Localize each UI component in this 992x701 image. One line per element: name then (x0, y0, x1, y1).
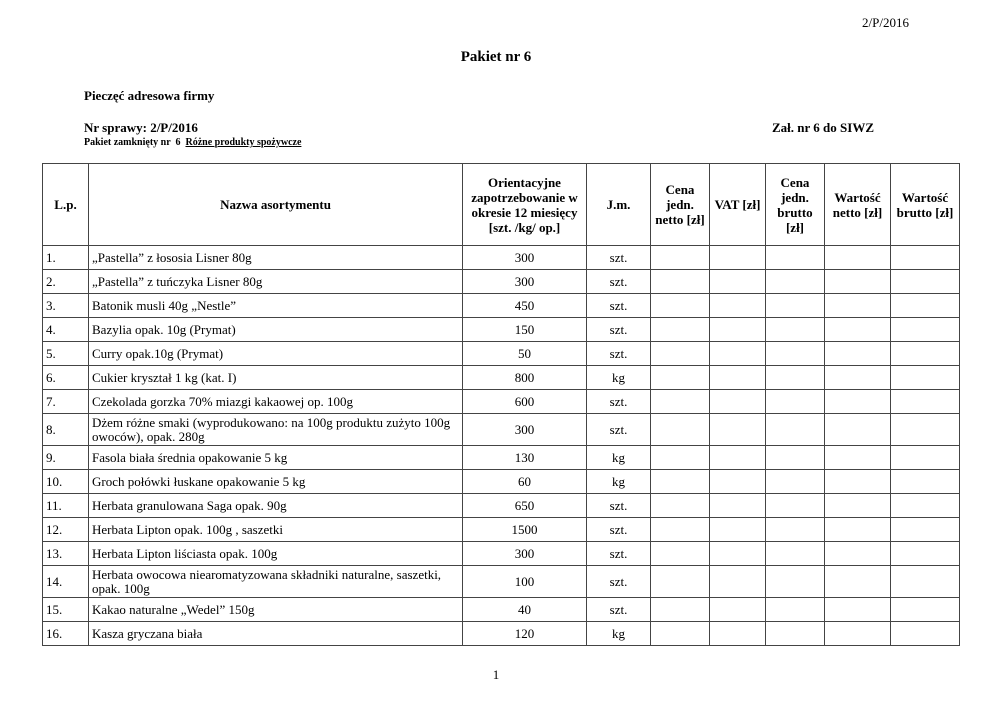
unit: szt. (587, 270, 651, 294)
product-name: Groch połówki łuskane opakowanie 5 kg (89, 470, 463, 494)
product-name: Herbata Lipton liściasta opak. 100g (89, 542, 463, 566)
unit: szt. (587, 542, 651, 566)
quantity: 100 (463, 566, 587, 598)
product-name: Cukier kryształ 1 kg (kat. I) (89, 366, 463, 390)
gross-value-cell[interactable] (891, 318, 960, 342)
row-number: 15. (43, 598, 89, 622)
unit: szt. (587, 518, 651, 542)
gross-price-cell[interactable] (766, 390, 825, 414)
gross-value-cell[interactable] (891, 246, 960, 270)
vat-cell[interactable] (710, 318, 766, 342)
net-price-cell[interactable] (651, 470, 710, 494)
unit: szt. (587, 598, 651, 622)
table-row (43, 294, 960, 318)
net-price-cell[interactable] (651, 518, 710, 542)
vat-cell[interactable] (710, 414, 766, 446)
vat-cell[interactable] (710, 542, 766, 566)
unit: szt. (587, 566, 651, 598)
product-name: Herbata granulowana Saga opak. 90g (89, 494, 463, 518)
unit: szt. (587, 318, 651, 342)
product-name: Curry opak.10g (Prymat) (89, 342, 463, 366)
row-number: 5. (43, 342, 89, 366)
row-number: 11. (43, 494, 89, 518)
row-number: 4. (43, 318, 89, 342)
gross-value-cell[interactable] (891, 470, 960, 494)
col-header-unit: J.m. (587, 164, 651, 246)
net-price-cell[interactable] (651, 294, 710, 318)
gross-price-cell[interactable] (766, 446, 825, 470)
net-price-cell[interactable] (651, 246, 710, 270)
gross-value-cell[interactable] (891, 542, 960, 566)
table-row (43, 566, 960, 598)
gross-price-cell[interactable] (766, 470, 825, 494)
products-table (42, 163, 960, 646)
gross-value-cell[interactable] (891, 390, 960, 414)
table-row (43, 542, 960, 566)
vat-cell[interactable] (710, 390, 766, 414)
quantity: 40 (463, 598, 587, 622)
gross-value-cell[interactable] (891, 622, 960, 646)
net-price-cell[interactable] (651, 318, 710, 342)
quantity: 300 (463, 542, 587, 566)
quantity: 130 (463, 446, 587, 470)
row-number: 12. (43, 518, 89, 542)
net-price-cell[interactable] (651, 342, 710, 366)
row-number: 10. (43, 470, 89, 494)
net-value-cell[interactable] (825, 270, 891, 294)
net-value-cell[interactable] (825, 494, 891, 518)
net-price-cell[interactable] (651, 366, 710, 390)
col-header-gross-value: Wartość brutto [zł] (891, 164, 960, 246)
vat-cell[interactable] (710, 598, 766, 622)
quantity: 600 (463, 390, 587, 414)
net-value-cell[interactable] (825, 446, 891, 470)
row-number: 8. (43, 414, 89, 446)
row-number: 16. (43, 622, 89, 646)
gross-value-cell[interactable] (891, 518, 960, 542)
table-row (43, 622, 960, 646)
vat-cell[interactable] (710, 366, 766, 390)
gross-price-cell[interactable] (766, 318, 825, 342)
product-name: Czekolada gorzka 70% miazgi kakaowej op. 100g (89, 390, 463, 414)
product-name: Fasola biała średnia opakowanie 5 kg (89, 446, 463, 470)
gross-price-cell[interactable] (766, 494, 825, 518)
gross-price-cell[interactable] (766, 622, 825, 646)
case-number: Nr sprawy: 2/P/2016 (84, 120, 198, 135)
quantity: 50 (463, 342, 587, 366)
row-number: 7. (43, 390, 89, 414)
table-row (43, 414, 960, 446)
vat-cell[interactable] (710, 342, 766, 366)
product-name: „Pastella” z łososia Lisner 80g (89, 246, 463, 270)
row-number: 3. (43, 294, 89, 318)
net-value-cell[interactable] (825, 598, 891, 622)
unit: szt. (587, 246, 651, 270)
quantity: 1500 (463, 518, 587, 542)
row-number: 1. (43, 246, 89, 270)
unit: szt. (587, 414, 651, 446)
net-price-cell[interactable] (651, 566, 710, 598)
package-line (84, 137, 301, 148)
quantity: 300 (463, 270, 587, 294)
product-name: Bazylia opak. 10g (Prymat) (89, 318, 463, 342)
row-number: 14. (43, 566, 89, 598)
row-number: 2. (43, 270, 89, 294)
table-row (43, 494, 960, 518)
quantity: 300 (463, 414, 587, 446)
net-value-cell[interactable] (825, 390, 891, 414)
table-row (43, 598, 960, 622)
net-value-cell[interactable] (825, 566, 891, 598)
table-row (43, 246, 960, 270)
product-name: „Pastella” z tuńczyka Lisner 80g (89, 270, 463, 294)
row-number: 13. (43, 542, 89, 566)
gross-value-cell[interactable] (891, 566, 960, 598)
company-stamp-label: Pieczęć adresowa firmy (84, 88, 215, 103)
gross-value-cell[interactable] (891, 270, 960, 294)
unit: kg (587, 446, 651, 470)
gross-value-cell[interactable] (891, 494, 960, 518)
unit: szt. (587, 294, 651, 318)
vat-cell[interactable] (710, 294, 766, 318)
vat-cell[interactable] (710, 494, 766, 518)
col-header-net-price: Cena jedn. netto [zł] (651, 164, 710, 246)
quantity: 800 (463, 366, 587, 390)
table-row (43, 390, 960, 414)
gross-value-cell[interactable] (891, 446, 960, 470)
net-price-cell[interactable] (651, 598, 710, 622)
table-row (43, 342, 960, 366)
gross-value-cell[interactable] (891, 366, 960, 390)
vat-cell[interactable] (710, 446, 766, 470)
col-header-lp: L.p. (43, 164, 89, 246)
package-name: Różne produkty spożywcze (185, 137, 302, 148)
product-name: Kakao naturalne „Wedel” 150g (89, 598, 463, 622)
col-header-quantity: Orientacyjne zapotrzebowanie w okresie 12 miesięcy [szt. /kg/ op.] (463, 164, 587, 246)
gross-price-cell[interactable] (766, 566, 825, 598)
col-header-name: Nazwa asortymentu (89, 164, 463, 246)
net-value-cell[interactable] (825, 414, 891, 446)
net-value-cell[interactable] (825, 518, 891, 542)
gross-value-cell[interactable] (891, 294, 960, 318)
gross-price-cell[interactable] (766, 542, 825, 566)
gross-value-cell[interactable] (891, 342, 960, 366)
table-row (43, 270, 960, 294)
net-price-cell[interactable] (651, 446, 710, 470)
net-price-cell[interactable] (651, 494, 710, 518)
product-name: Kasza gryczana biała (89, 622, 463, 646)
net-price-cell[interactable] (651, 622, 710, 646)
product-name: Batonik musli 40g „Nestle” (89, 294, 463, 318)
table-row (43, 470, 960, 494)
vat-cell[interactable] (710, 246, 766, 270)
document-reference: 2/P/2016 (862, 15, 909, 30)
net-value-cell[interactable] (825, 342, 891, 366)
gross-price-cell[interactable] (766, 366, 825, 390)
gross-price-cell[interactable] (766, 270, 825, 294)
vat-cell[interactable] (710, 622, 766, 646)
vat-cell[interactable] (710, 566, 766, 598)
quantity: 120 (463, 622, 587, 646)
net-value-cell[interactable] (825, 470, 891, 494)
vat-cell[interactable] (710, 270, 766, 294)
page-number: 1 (492, 667, 500, 682)
unit: kg (587, 622, 651, 646)
col-header-gross-price: Cena jedn. brutto [zł] (766, 164, 825, 246)
quantity: 60 (463, 470, 587, 494)
table-row (43, 318, 960, 342)
quantity: 650 (463, 494, 587, 518)
vat-cell[interactable] (710, 470, 766, 494)
quantity: 450 (463, 294, 587, 318)
quantity: 300 (463, 246, 587, 270)
net-value-cell[interactable] (825, 294, 891, 318)
col-header-net-value: Wartość netto [zł] (825, 164, 891, 246)
gross-price-cell[interactable] (766, 414, 825, 446)
table-row (43, 366, 960, 390)
net-price-cell[interactable] (651, 390, 710, 414)
net-value-cell[interactable] (825, 366, 891, 390)
unit: kg (587, 366, 651, 390)
net-value-cell[interactable] (825, 318, 891, 342)
table-row (43, 518, 960, 542)
gross-value-cell[interactable] (891, 414, 960, 446)
annex-label: Zał. nr 6 do SIWZ (772, 120, 874, 135)
net-value-cell[interactable] (825, 542, 891, 566)
net-value-cell[interactable] (825, 622, 891, 646)
gross-price-cell[interactable] (766, 342, 825, 366)
row-number: 6. (43, 366, 89, 390)
gross-price-cell[interactable] (766, 518, 825, 542)
table-row (43, 446, 960, 470)
quantity: 150 (463, 318, 587, 342)
gross-price-cell[interactable] (766, 246, 825, 270)
unit: szt. (587, 494, 651, 518)
net-price-cell[interactable] (651, 542, 710, 566)
product-name: Herbata Lipton opak. 100g , saszetki (89, 518, 463, 542)
col-header-vat: VAT [zł] (710, 164, 766, 246)
net-value-cell[interactable] (825, 246, 891, 270)
table-header-row (43, 164, 960, 246)
gross-price-cell[interactable] (766, 294, 825, 318)
product-name: Dżem różne smaki (wyprodukowano: na 100g produktu zużyto 100g owoców), opak. 280g (89, 414, 463, 446)
page-title: Pakiet nr 6 (460, 49, 532, 65)
unit: szt. (587, 342, 651, 366)
package-prefix: Pakiet zamknięty nr 6 (84, 137, 186, 148)
net-price-cell[interactable] (651, 414, 710, 446)
row-number: 9. (43, 446, 89, 470)
gross-price-cell[interactable] (766, 598, 825, 622)
net-price-cell[interactable] (651, 270, 710, 294)
vat-cell[interactable] (710, 518, 766, 542)
product-name: Herbata owocowa niearomatyzowana składniki naturalne, saszetki, opak. 100g (89, 566, 463, 598)
unit: kg (587, 470, 651, 494)
unit: szt. (587, 390, 651, 414)
gross-value-cell[interactable] (891, 598, 960, 622)
